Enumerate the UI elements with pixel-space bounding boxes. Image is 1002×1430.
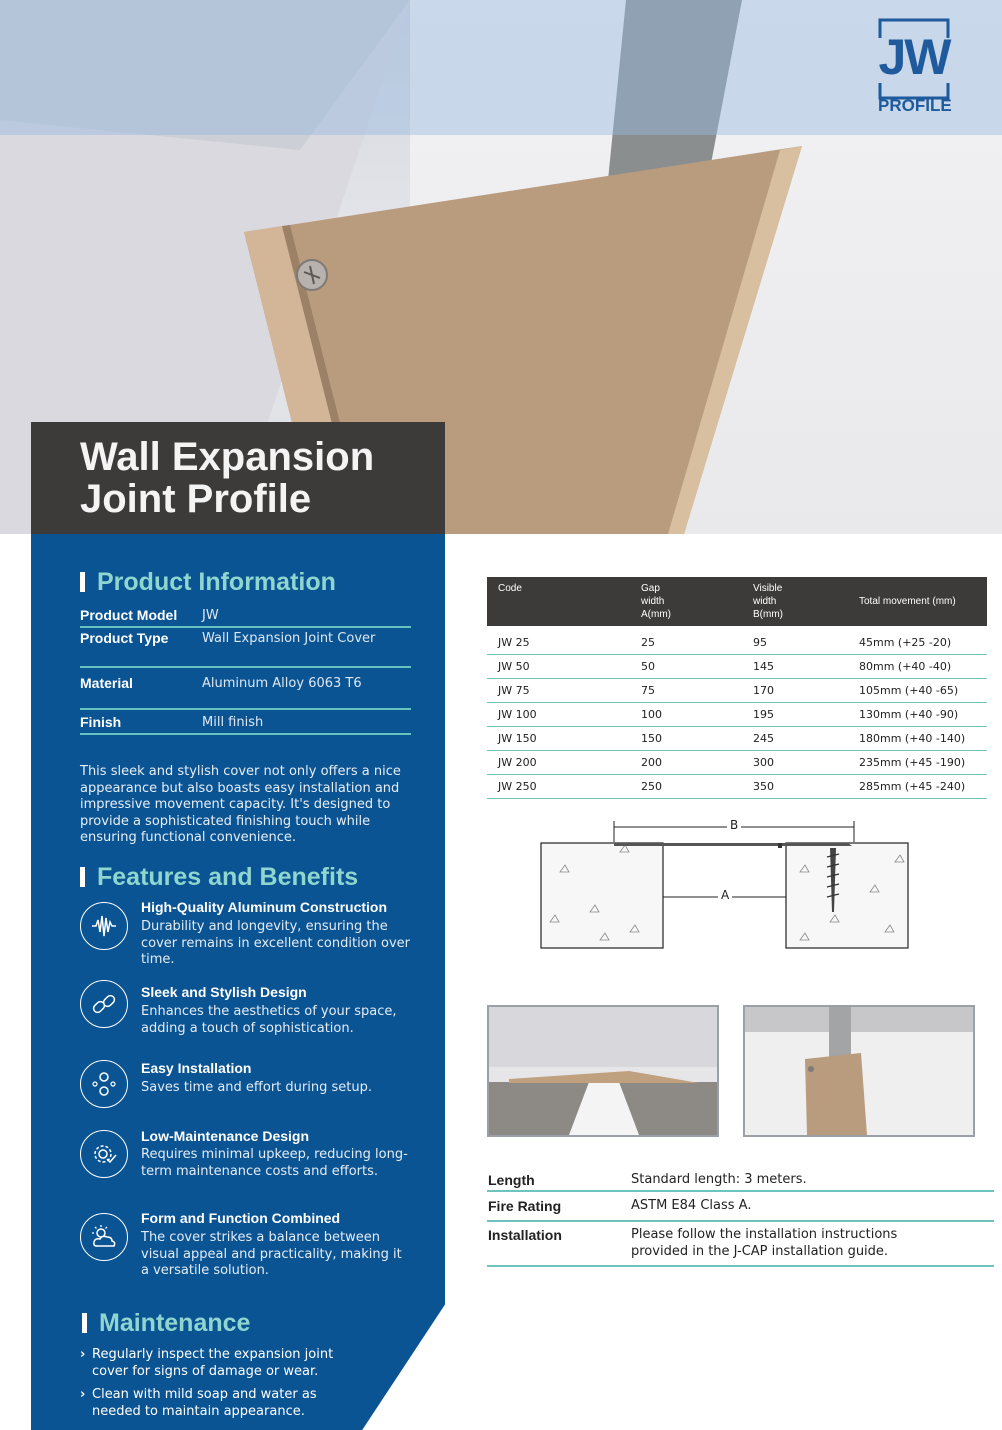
col-header-visible: Visible width B(mm) (753, 583, 783, 620)
info-row-model (80, 603, 411, 628)
info-value: Mill finish (202, 715, 264, 730)
table-row: JW 50 50 145 80mm (+40 -40) (487, 654, 987, 679)
heading-bar (80, 867, 85, 887)
info-value: Wall Expansion Joint Cover (202, 631, 376, 646)
table-row: JW 250 250 350 285mm (+45 -240) (487, 774, 987, 799)
logo-text-bottom: PROFILE (878, 96, 952, 115)
feature-text: Requires minimal upkeep, reducing long-term maintenance costs and efforts. (141, 1147, 408, 1179)
info-row-type (80, 628, 411, 668)
link-icon (80, 980, 128, 1028)
feature-text: Saves time and effort during setup. (141, 1080, 372, 1095)
sun-cloud-icon (80, 1213, 128, 1261)
info-value: JW (202, 608, 219, 623)
maintenance-item: › Clean with mild soap and water as needed to maintain appearance. (80, 1387, 317, 1419)
product-info-heading: Product Information (80, 568, 336, 597)
spec-key: Length (488, 1172, 535, 1188)
feature-title: Easy Installation (141, 1060, 252, 1076)
maintenance-item: › Regularly inspect the expansion joint cover for signs of damage or wear. (80, 1347, 334, 1379)
title-line-1: Wall Expansion (80, 435, 375, 479)
feature-text: The cover strikes a balance between visual appeal and practicality, making it a versatile solution. (141, 1230, 402, 1278)
maintenance-heading: Maintenance (82, 1309, 250, 1338)
cross-section-diagram (530, 812, 920, 957)
col-header-code: Code (498, 583, 522, 594)
page-title (80, 436, 374, 520)
chevron-right-icon: › (80, 1387, 86, 1402)
info-value: Aluminum Alloy 6063 T6 (202, 676, 362, 691)
col-header-gap: Gap width A(mm) (641, 583, 671, 620)
title-line-2: Joint Profile (80, 477, 312, 521)
spec-key: Installation (488, 1227, 562, 1243)
spec-value: ASTM E84 Class A. (631, 1198, 752, 1213)
spec-key: Fire Rating (488, 1198, 562, 1214)
waveform-icon (80, 902, 128, 950)
info-key: Product Model (80, 607, 178, 623)
hero-top-band (0, 0, 1002, 135)
feature-title: Low-Maintenance Design (141, 1128, 310, 1144)
table-header (487, 577, 987, 626)
features-heading: Features and Benefits (80, 863, 358, 892)
spec-value: Standard length: 3 meters. (631, 1172, 807, 1187)
spec-value: Please follow the installation instructions provided in the J-CAP installation guide. (631, 1227, 898, 1259)
spec-row-fire-rating (487, 1195, 994, 1222)
feature-title: Sleek and Stylish Design (141, 984, 307, 1000)
heading-bar (80, 572, 85, 592)
info-key: Finish (80, 714, 122, 730)
logo-frame-icon (878, 18, 950, 118)
heading-bar (82, 1313, 87, 1333)
product-photo-floor (487, 1005, 719, 1137)
table-row: JW 100 100 195 130mm (+40 -90) (487, 702, 987, 727)
table-row: JW 25 25 95 45mm (+25 -20) (487, 630, 987, 655)
product-description: This sleek and stylish cover not only offers a nice appearance but also boasts easy installation and impressive movement capacity. It's designed to provide a sophisticated finishing touch while ensuring functional convenience. (80, 764, 401, 845)
brand-logo (878, 18, 950, 118)
spec-row-installation (487, 1224, 994, 1267)
gears-icon (80, 1060, 128, 1108)
product-photo-wall (743, 1005, 975, 1137)
col-header-movement: Total movement (mm) (859, 596, 956, 607)
info-row-finish (80, 710, 411, 735)
info-key: Material (80, 675, 133, 691)
table-row: JW 200 200 300 235mm (+45 -190) (487, 750, 987, 775)
feature-text: Durability and longevity, ensuring the cover remains in excellent condition over time. (141, 919, 410, 967)
logo-text-top: JW (878, 29, 950, 85)
gear-check-icon (80, 1130, 128, 1178)
table-row: JW 75 75 170 105mm (+40 -65) (487, 678, 987, 703)
info-key: Product Type (80, 630, 169, 646)
spec-row-length (487, 1170, 994, 1192)
feature-text: Enhances the aesthetics of your space, adding a touch of sophistication. (141, 1004, 397, 1036)
chevron-right-icon: › (80, 1347, 86, 1362)
dimension-label-b: B (727, 818, 741, 832)
feature-title: Form and Function Combined (141, 1210, 341, 1226)
info-row-material (80, 668, 411, 710)
feature-title: High-Quality Aluminum Construction (141, 899, 388, 915)
table-row: JW 150 150 245 180mm (+40 -140) (487, 726, 987, 751)
title-box (31, 422, 445, 534)
dimension-label-a: A (718, 888, 732, 902)
